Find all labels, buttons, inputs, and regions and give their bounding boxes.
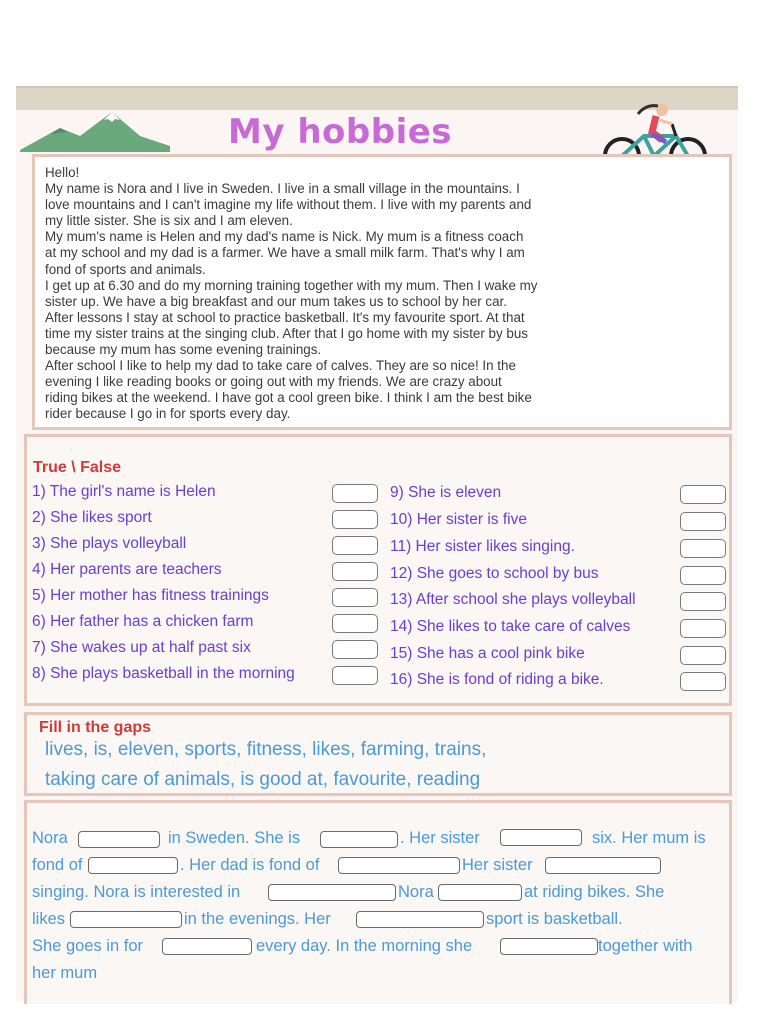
true-false-statement: 2) She likes sport [32,509,152,526]
story-line: because my mum has some evening trainings. [45,342,322,358]
answer-box[interactable] [680,592,726,611]
answer-box[interactable] [680,539,726,558]
fill-gaps-title: Fill in the gaps [39,719,152,736]
gap-text-segment: singing. Nora is interested in [32,883,241,901]
answer-box[interactable] [332,536,378,555]
gap-input[interactable] [70,911,182,928]
story-line: My name is Nora and I live in Sweden. I live in a small village in the mountains. I [45,181,520,197]
true-false-statement: 12) She goes to school by bus [390,565,599,582]
answer-box[interactable] [332,484,378,503]
story-line: time my sister trains at the singing club. After that I go home with my sister by bus [45,325,529,341]
gap-text-segment: Nora [32,829,68,847]
gap-input[interactable] [500,938,598,955]
gap-text-segment: . Her dad is fond of [180,856,320,874]
gap-text-segment: her mum [32,964,98,982]
true-false-statement: 8) She plays basketball in the morning [32,665,295,682]
answer-box[interactable] [332,562,378,581]
answer-box[interactable] [332,640,378,659]
true-false-statement: 15) She has a cool pink bike [390,645,585,662]
gap-input[interactable] [545,857,661,874]
gap-input[interactable] [320,831,398,848]
true-false-statement: 11) Her sister likes singing. [390,538,575,555]
story-text [32,154,732,430]
gap-text-segment: together with [598,937,693,955]
story-line: riding bikes at the weekend. I have got a cool green bike. I think I am the best bike [45,390,532,406]
true-false-statement: 14) She likes to take care of calves [390,618,631,635]
true-false-statement: 16) She is fond of riding a bike. [390,671,604,688]
mountain-icon [20,110,170,154]
gap-input[interactable] [162,938,252,955]
true-false-statement: 13) After school she plays volleyball [390,591,636,608]
story-line: I get up at 6.30 and do my morning training together with my mum. Then I wake my [45,277,538,293]
story-line: at my school and my dad is a farmer. We have a small milk farm. That's why I am [45,245,525,261]
true-false-statement: 10) Her sister is five [390,511,527,528]
gap-text-segment: six. Her mum is [592,829,706,847]
answer-box[interactable] [332,510,378,529]
story-line: evening I like reading books or going out with my friends. We are crazy about [45,374,502,390]
gap-text-segment: fond of [32,856,83,874]
answer-box[interactable] [680,646,726,665]
gap-text-segment: . Her sister [400,829,480,847]
true-false-statement: 5) Her mother has fitness trainings [32,587,269,604]
answer-box[interactable] [680,512,726,531]
story-line: love mountains and I can't imagine my life without them. I live with my parents and [45,197,532,213]
story-line: sister up. We have a big breakfast and our mum takes us to school by her car. [45,293,507,309]
answer-box[interactable] [332,588,378,607]
gap-input[interactable] [500,829,582,846]
word-bank-line-2: taking care of animals, is good at, favourite, reading [45,769,481,790]
gap-input[interactable] [438,884,522,901]
true-false-statement: 4) Her parents are teachers [32,561,222,578]
gap-text-segment: in Sweden. She is [168,829,301,847]
story-line: My mum's name is Helen and my dad's name is Nick. My mum is a fitness coach [45,229,524,245]
gap-input[interactable] [356,911,484,928]
answer-box[interactable] [680,485,726,504]
true-false-statement: 3) She plays volleyball [32,535,187,552]
word-bank-section [24,712,732,796]
true-false-statement: 9) She is eleven [390,484,502,501]
gap-text-segment: every day. In the morning she [256,937,473,955]
story-line: After school I like to help my dad to take care of calves. They are so nice! In the [45,358,516,374]
true-false-title: True \ False [33,459,122,476]
gap-input[interactable] [338,857,460,874]
true-false-statement: 1) The girl's name is Helen [32,483,216,500]
answer-box[interactable] [332,666,378,685]
gap-text-segment: at riding bikes. She [524,883,665,901]
story-line: Hello! [45,165,80,180]
answer-box[interactable] [332,614,378,633]
story-line: fond of sports and animals. [45,261,206,277]
gap-input[interactable] [78,831,160,848]
gap-text-segment: likes [32,910,66,928]
word-bank-line-1: lives, is, eleven, sports, fitness, likes, farming, trains, [45,739,487,760]
page-title: My hobbies [228,112,453,152]
gap-input[interactable] [268,884,396,901]
true-false-statement: 6) Her father has a chicken farm [32,613,254,630]
gap-text-segment: sport is basketball. [486,910,623,928]
story-line: my little sister. She is six and I am eleven. [45,213,293,229]
gap-text-segment: Her sister [462,856,533,874]
answer-box[interactable] [680,619,726,638]
gap-text-segment: in the evenings. Her [184,910,331,928]
gap-input[interactable] [88,857,178,874]
story-line: rider because I go in for sports every day. [45,406,291,422]
gap-text-segment: She goes in for [32,937,143,955]
answer-box[interactable] [680,672,726,691]
answer-box[interactable] [680,566,726,585]
gap-text-segment: Nora [398,883,434,901]
story-line: After lessons I stay at school to practice basketball. It's my favourite sport. At that [45,309,525,325]
true-false-statement: 7) She wakes up at half past six [32,639,251,656]
